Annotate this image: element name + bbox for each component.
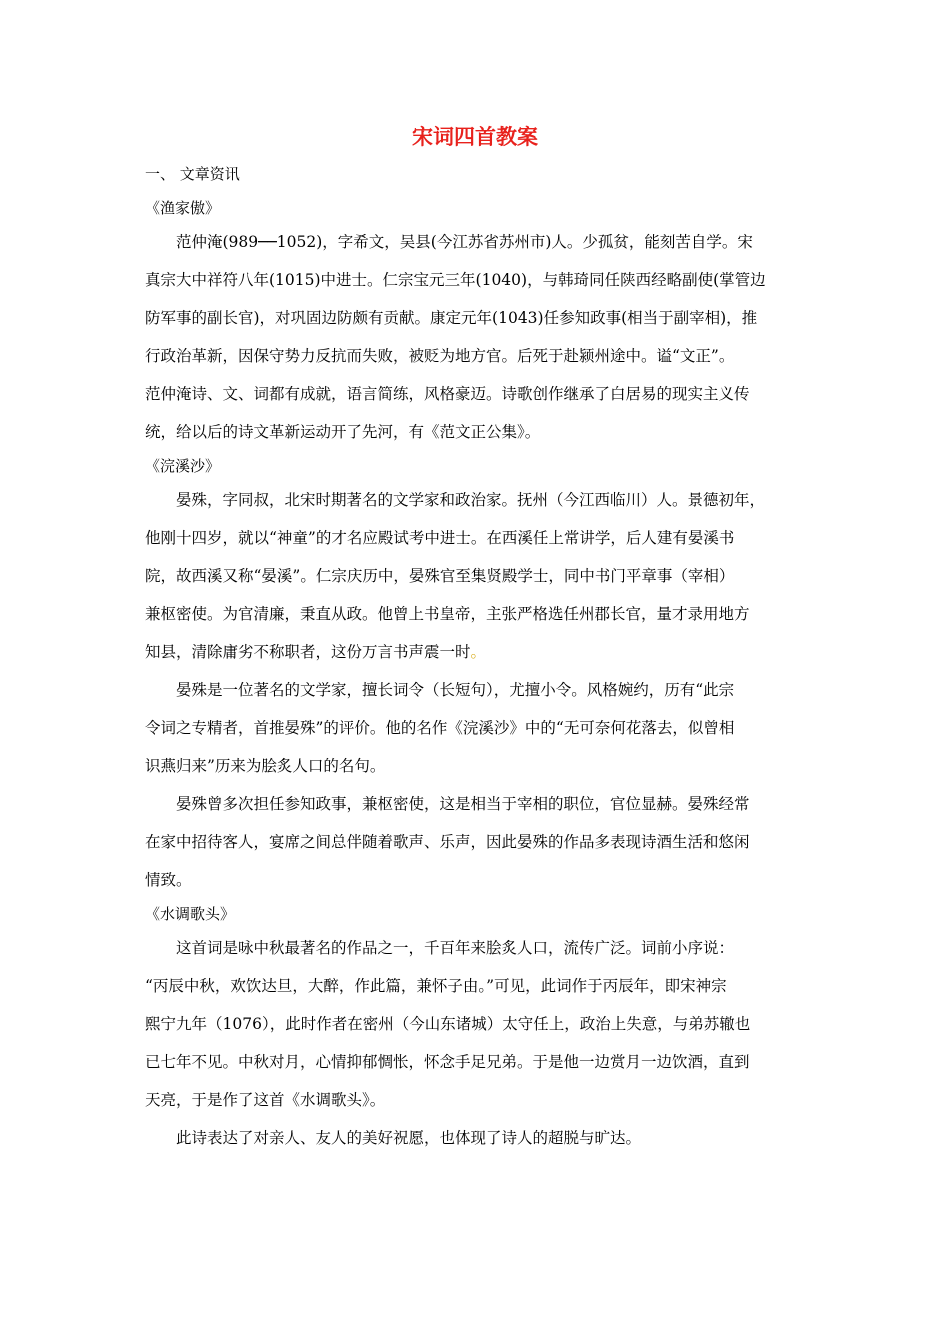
- paragraph-line: 情致。: [145, 871, 192, 889]
- paragraph-line: 统，给以后的诗文革新运动开了先河，有《范文正公集》。: [145, 423, 541, 441]
- poem-heading-yujiaao: 《渔家傲》: [145, 199, 221, 217]
- paragraph-end-mark: 。: [470, 643, 487, 661]
- paragraph-line: 晏殊是一位著名的文学家，擅长词令（长短句），尤擅小令。风格婉约，历有“此宗: [176, 681, 735, 699]
- paragraph-line: 真宗大中祥符八年(1015)中进士。仁宗宝元三年(1040)，与韩琦同任陕西经略副使(掌管边: [145, 271, 766, 289]
- paragraph-line: 防军事的副长官)，对巩固边防颇有贡献。康定元年(1043)任参知政事(相当于副宰相)，推: [145, 309, 758, 327]
- paragraph-line: “丙辰中秋，欢饮达旦，大醉，作此篇，兼怀子由。”可见，此词作于丙辰年，即宋神宗: [145, 977, 727, 995]
- paragraph-line: 熙宁九年（1076），此时作者在密州（今山东诸城）太守任上，政治上失意，与弟苏辙也: [145, 1015, 751, 1033]
- poem-heading-shuidiaogetou: 《水调歌头》: [145, 905, 236, 923]
- paragraph-line: 院，故西溪又称“晏溪”。仁宗庆历中，晏殊官至集贤殿学士，同中书门平章事（宰相）: [145, 567, 735, 585]
- poem-heading-huanxisha: 《浣溪沙》: [145, 457, 221, 475]
- paragraph-line: 识燕归来”历来为脍炙人口的名句。: [145, 757, 386, 775]
- paragraph-line: 范仲淹(989──1052)，字希文，吴县(今江苏省苏州市)人。少孤贫，能刻苦自学。宋: [176, 233, 753, 251]
- paragraph-line: 他刚十四岁，就以“神童”的才名应殿试考中进士。在西溪任上常讲学，后人建有晏溪书: [145, 529, 735, 547]
- paragraph-line: 晏殊，字同叔，北宋时期著名的文学家和政治家。抚州（今江西临川）人。景德初年，: [176, 491, 766, 509]
- paragraph-line: 晏殊曾多次担任参知政事，兼枢密使，这是相当于宰相的职位，官位显赫。晏殊经常: [176, 795, 750, 813]
- paragraph-text: 知县，清除庸劣不称职者，这份万言书声震一时: [145, 643, 471, 661]
- paragraph-line: 已七年不见。中秋对月，心情抑郁惆怅，怀念手足兄弟。于是他一边赏月一边饮酒，直到: [145, 1053, 750, 1071]
- section-heading: 一、 文章资讯: [145, 165, 240, 183]
- document-body: [145, 159, 810, 1157]
- paragraph-line: 在家中招待客人，宴席之间总伴随着歌声、乐声，因此晏殊的作品多表现诗酒生活和悠闲: [145, 833, 750, 851]
- paragraph-line: [145, 633, 810, 671]
- paragraph-line: 这首词是咏中秋最著名的作品之一，千百年来脍炙人口，流传广泛。词前小序说：: [176, 939, 735, 957]
- paragraph-line: 此诗表达了对亲人、友人的美好祝愿，也体现了诗人的超脱与旷达。: [176, 1129, 642, 1147]
- paragraph-line: 令词之专精者，首推晏殊”的评价。他的名作《浣溪沙》中的“无可奈何花落去，似曾相: [145, 719, 735, 737]
- paragraph-line: 范仲淹诗、文、词都有成就，语言简练，风格豪迈。诗歌创作继承了白居易的现实主义传: [145, 385, 750, 403]
- page-title: 宋词四首教案: [412, 124, 538, 149]
- paragraph-line: 行政治革新，因保守势力反抗而失败，被贬为地方官。后死于赴颍州途中。谥“文正”。: [145, 347, 735, 365]
- paragraph-line: 兼枢密使。为官清廉，秉直从政。他曾上书皇帝，主张严格选任州郡长官，量才录用地方: [145, 605, 750, 623]
- paragraph-line: 天亮，于是作了这首《水调歌头》。: [145, 1091, 386, 1109]
